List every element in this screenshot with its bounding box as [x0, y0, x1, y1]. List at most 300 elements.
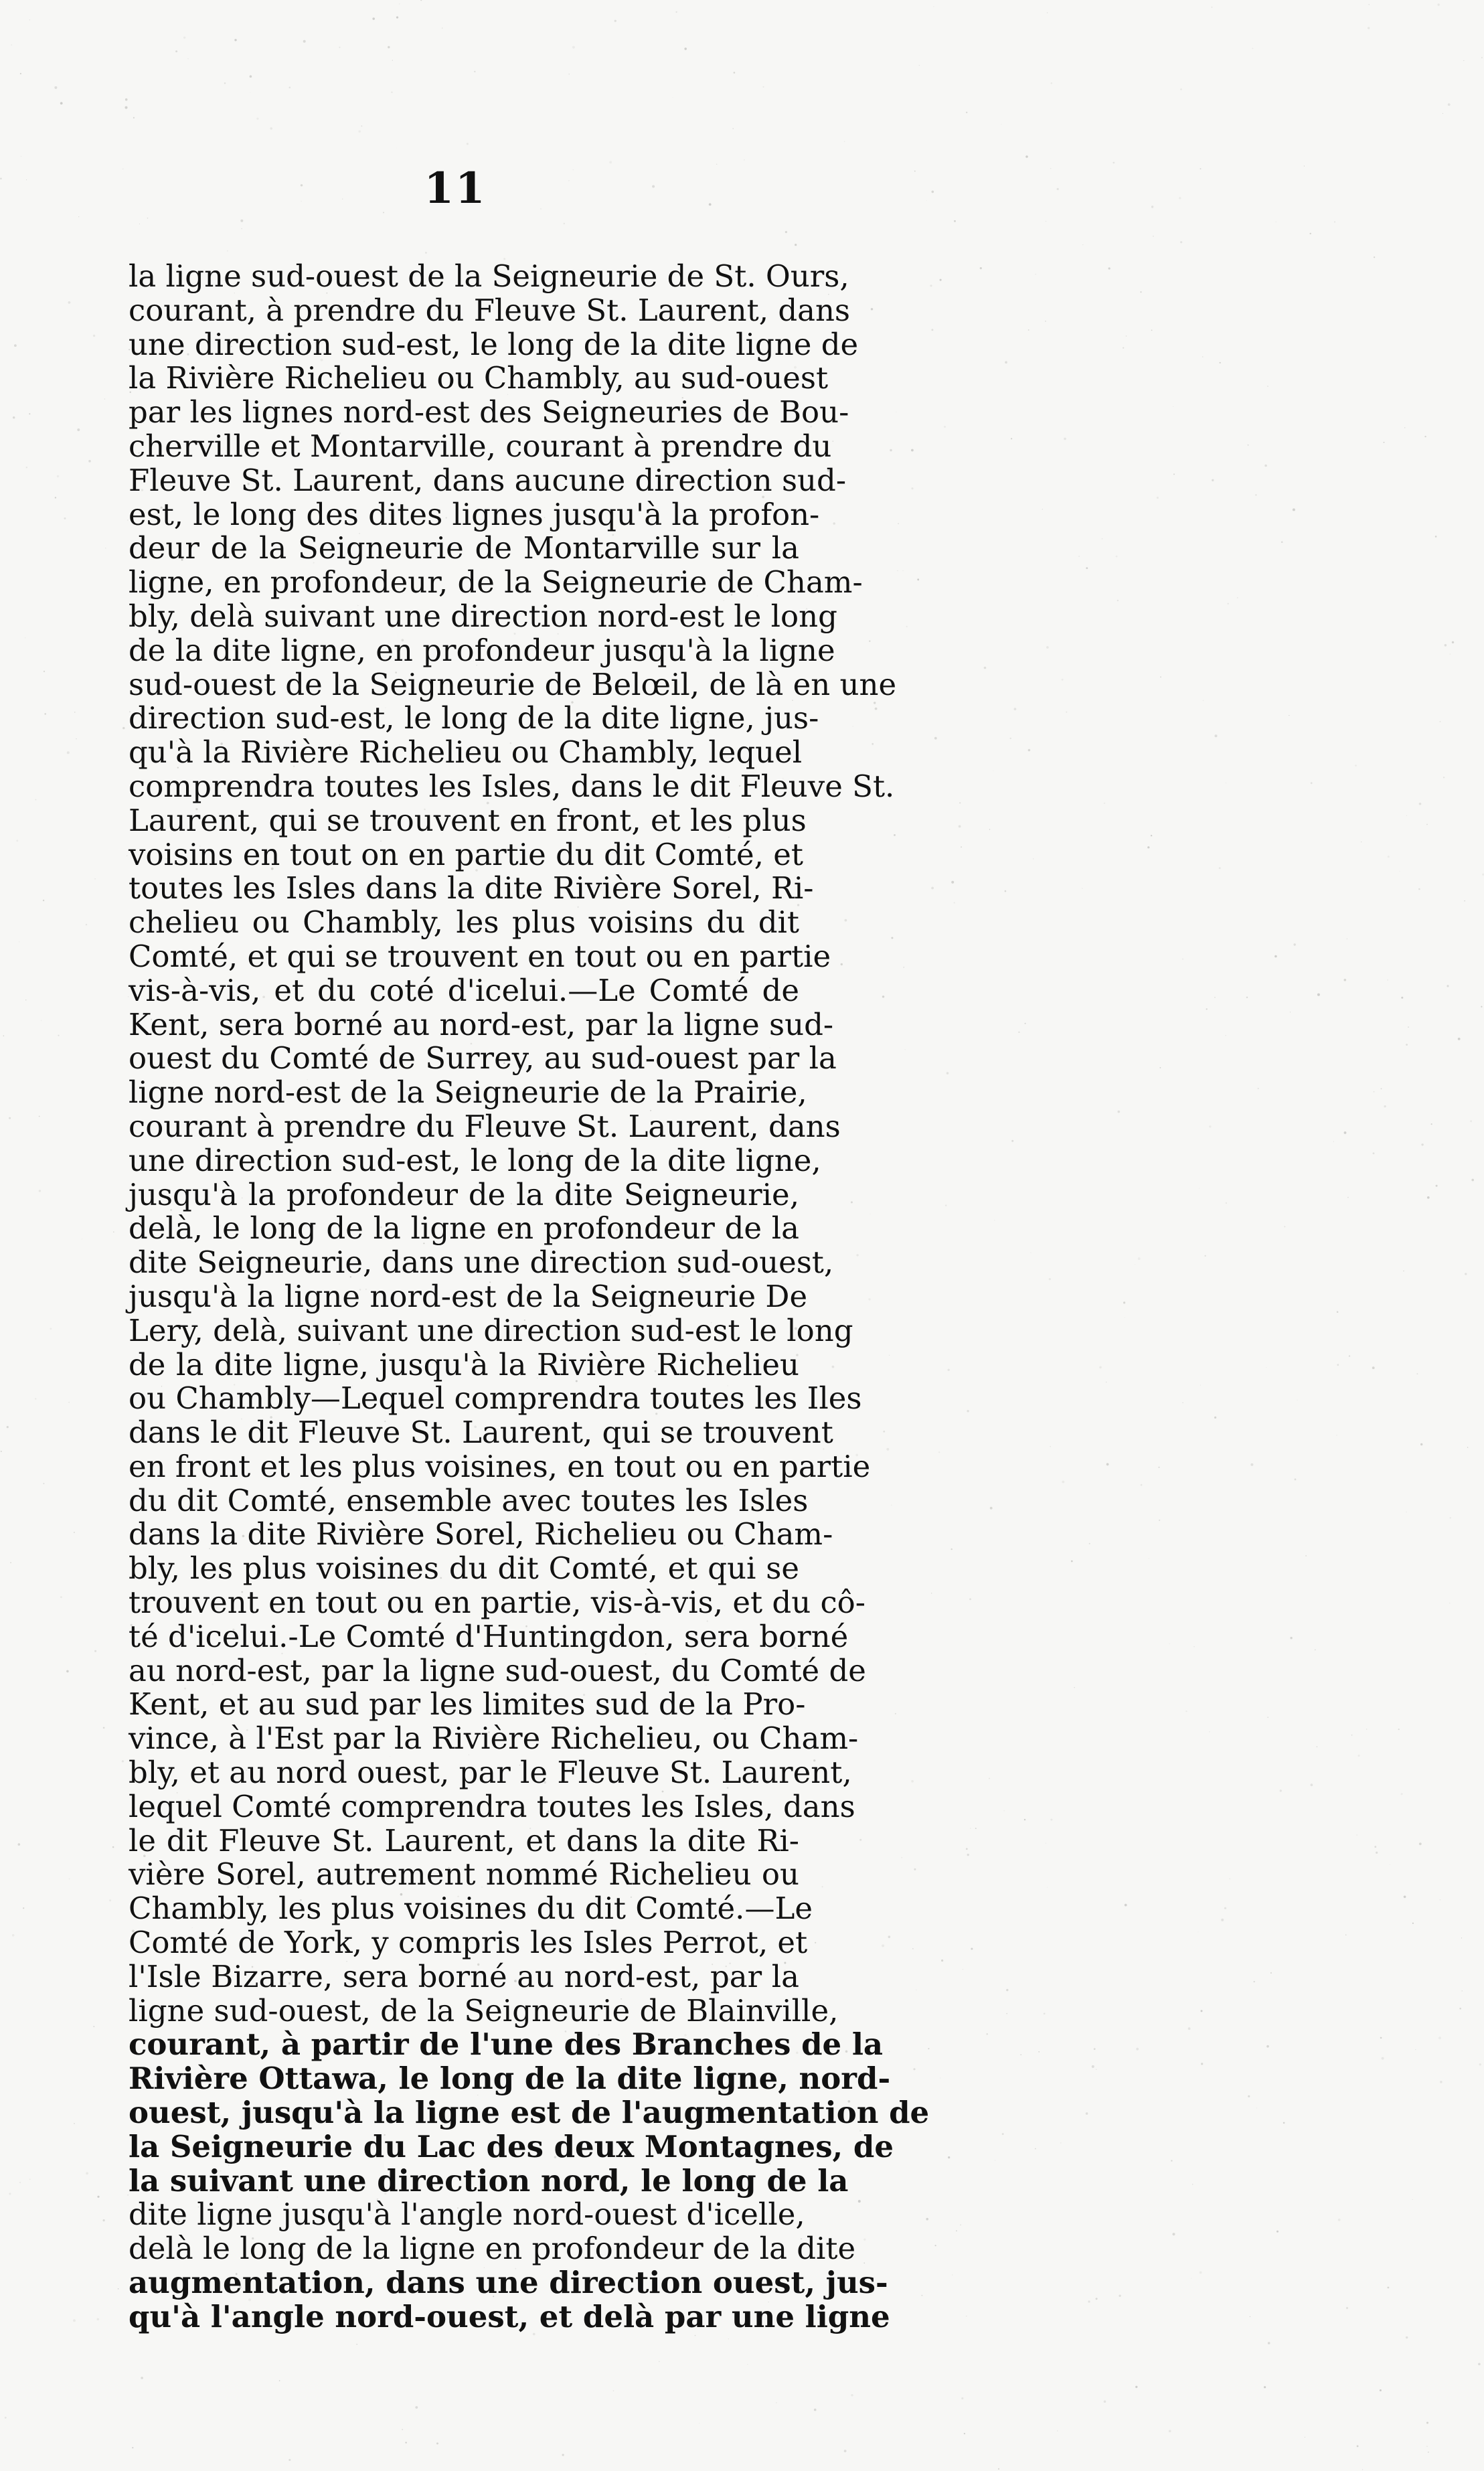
speckle-dot — [1106, 1382, 1107, 1383]
speckle-dot — [763, 86, 764, 88]
speckle-dot — [240, 220, 243, 222]
speckle-dot — [1220, 362, 1221, 364]
speckle-dot — [467, 143, 469, 145]
speckle-dot — [889, 2051, 890, 2052]
speckle-dot — [1284, 1226, 1285, 1227]
speckle-dot — [894, 834, 896, 836]
speckle-dot — [1346, 2307, 1348, 2309]
speckle-dot — [1147, 846, 1149, 848]
speckle-dot — [1442, 113, 1443, 114]
speckle-dot — [971, 1948, 973, 1950]
speckle-dot — [1179, 197, 1181, 199]
speckle-dot — [886, 1448, 889, 1451]
speckle-dot — [1349, 1355, 1350, 1356]
speckle-dot — [1074, 1687, 1075, 1688]
speckle-dot — [1421, 1143, 1423, 1145]
speckle-dot — [122, 727, 125, 729]
speckle-dot — [917, 578, 919, 580]
speckle-dot — [93, 335, 95, 337]
speckle-dot — [969, 1598, 971, 1600]
speckle-dot — [967, 1854, 969, 1856]
speckle-dot — [944, 426, 946, 428]
speckle-dot — [256, 118, 258, 120]
speckle-dot — [1419, 803, 1422, 805]
speckle-dot — [954, 220, 956, 222]
speckle-dot — [1047, 1887, 1048, 1888]
speckle-dot — [1283, 2122, 1285, 2124]
text-line: par les lignes nord-est des Seigneuries de Bou- — [129, 394, 849, 430]
speckle-dot — [1438, 3, 1440, 5]
speckle-dot — [60, 102, 63, 104]
speckle-dot — [906, 626, 907, 627]
speckle-dot — [961, 2397, 963, 2399]
speckle-dot — [1445, 644, 1447, 647]
speckle-dot — [1440, 2081, 1442, 2083]
speckle-dot — [675, 11, 677, 13]
text-line: en front et les plus voisines, en tout ou en partie — [129, 1448, 871, 1484]
speckle-dot — [1160, 1067, 1161, 1068]
speckle-dot — [1267, 1717, 1268, 1718]
speckle-dot — [1356, 1834, 1357, 1836]
speckle-dot — [1050, 1446, 1051, 1447]
text-line: une direction sud-est, le long de la dite ligne, — [129, 1142, 821, 1178]
speckle-dot — [1092, 2065, 1094, 2068]
speckle-dot — [109, 1899, 111, 1901]
speckle-dot — [25, 637, 26, 639]
speckle-dot — [1412, 1923, 1414, 1924]
speckle-dot — [68, 1402, 70, 1403]
text-line: jusqu'à la ligne nord-est de la Seigneurie De — [129, 1278, 808, 1314]
speckle-dot — [94, 878, 96, 880]
speckle-dot — [1374, 256, 1375, 258]
text-line: comprendra toutes les Isles, dans le dit Fleuve St. — [129, 768, 895, 804]
speckle-dot — [1406, 815, 1407, 816]
speckle-dot — [1180, 88, 1182, 90]
speckle-dot — [1051, 82, 1053, 84]
speckle-dot — [1062, 1481, 1064, 1484]
speckle-dot — [1033, 858, 1034, 859]
speckle-dot — [930, 285, 932, 287]
speckle-dot — [897, 570, 898, 572]
speckle-dot — [684, 48, 687, 50]
speckle-dot — [941, 1960, 943, 1962]
speckle-dot — [1461, 1937, 1462, 1938]
speckle-dot — [1064, 438, 1066, 441]
speckle-dot — [1001, 124, 1002, 125]
speckle-dot — [776, 2402, 777, 2403]
speckle-dot — [122, 1760, 124, 1762]
speckle-dot — [54, 86, 57, 89]
speckle-dot — [1011, 438, 1012, 439]
speckle-dot — [399, 3, 400, 4]
speckle-dot — [391, 92, 393, 94]
speckle-dot — [1471, 1179, 1474, 1182]
speckle-dot — [815, 1942, 816, 1943]
text-line: chelieu ou Chambly, les plus voisins du dit — [129, 904, 799, 941]
speckle-dot — [1344, 1131, 1347, 1134]
speckle-dot — [695, 2335, 696, 2336]
speckle-dot — [14, 344, 17, 347]
speckle-dot — [1182, 1403, 1183, 1404]
speckle-dot — [716, 164, 717, 165]
text-line: vis-à-vis, et du coté d'icelui.—Le Comté de — [129, 972, 799, 1008]
speckle-dot — [1088, 2300, 1090, 2302]
speckle-dot — [832, 1366, 835, 1368]
speckle-dot — [88, 460, 91, 463]
speckle-dot — [1274, 955, 1277, 958]
speckle-dot — [747, 2364, 748, 2365]
speckle-dot — [392, 60, 393, 61]
speckle-dot — [901, 1857, 902, 1858]
speckle-dot — [905, 1049, 906, 1050]
speckle-dot — [1426, 824, 1428, 825]
text-line: jusqu'à la profondeur de la dite Seigneurie, — [129, 1176, 799, 1212]
text-line: qu'à l'angle nord-ouest, et delà par une ligne — [129, 2298, 890, 2334]
speckle-dot — [43, 1483, 44, 1484]
speckle-dot — [383, 212, 384, 214]
speckle-dot — [1381, 1088, 1382, 1089]
speckle-dot — [1372, 1366, 1375, 1369]
speckle-dot — [1478, 2363, 1481, 2366]
speckle-dot — [1066, 712, 1067, 713]
speckle-dot — [125, 98, 128, 101]
speckle-dot — [103, 1727, 105, 1729]
speckle-dot — [888, 1935, 891, 1938]
speckle-dot — [1201, 2063, 1203, 2065]
speckle-dot — [572, 46, 575, 49]
speckle-dot — [1125, 1904, 1127, 1907]
speckle-dot — [1057, 2430, 1058, 2431]
speckle-dot — [1362, 2469, 1363, 2470]
speckle-dot — [1209, 1731, 1210, 1732]
speckle-dot — [1123, 1301, 1125, 1303]
speckle-dot — [959, 825, 961, 828]
speckle-dot — [1078, 556, 1080, 557]
speckle-dot — [1082, 244, 1083, 245]
speckle-dot — [1311, 1783, 1313, 1786]
speckle-dot — [1112, 162, 1115, 164]
speckle-dot — [1135, 2386, 1137, 2388]
speckle-dot — [912, 1948, 914, 1949]
speckle-dot — [474, 71, 475, 72]
speckle-dot — [871, 308, 873, 310]
speckle-dot — [118, 2288, 119, 2290]
speckle-dot — [1089, 1543, 1090, 1544]
text-line: delà le long de la ligne en profondeur de la dite — [129, 2231, 856, 2267]
speckle-dot — [125, 106, 128, 109]
speckle-dot — [1035, 274, 1036, 275]
text-line: dans la dite Rivière Sorel, Richelieu ou Cham- — [129, 1516, 833, 1552]
text-line: voisins en tout on en partie du dit Comté, et — [129, 836, 803, 872]
speckle-dot — [1035, 2148, 1036, 2150]
speckle-dot — [1006, 1989, 1008, 1991]
speckle-dot — [1358, 1755, 1360, 1757]
page-number: 11 — [424, 163, 487, 214]
speckle-dot — [12, 1934, 15, 1937]
speckle-dot — [1025, 1023, 1026, 1024]
speckle-dot — [911, 449, 914, 452]
speckle-dot — [844, 141, 845, 142]
text-line: Laurent, qui se trouvent en front, et les plus — [129, 802, 807, 838]
speckle-dot — [938, 1451, 940, 1453]
speckle-dot — [1464, 900, 1465, 901]
speckle-dot — [1294, 943, 1296, 945]
text-line: ligne nord-est de la Seigneurie de la Prairie, — [129, 1074, 807, 1111]
speckle-dot — [1418, 888, 1420, 890]
speckle-dot — [1047, 12, 1048, 13]
speckle-dot — [895, 1713, 896, 1715]
speckle-dot — [250, 75, 252, 78]
text-line: té d'icelui.-Le Comté d'Huntingdon, sera borné — [129, 1618, 849, 1654]
speckle-dot — [1044, 2013, 1046, 2015]
speckle-dot — [1447, 985, 1449, 987]
speckle-dot — [934, 737, 937, 740]
text-line: cherville et Montarville, courant à prendre du — [129, 428, 832, 464]
speckle-dot — [903, 967, 904, 968]
speckle-dot — [5, 2417, 7, 2419]
speckle-dot — [1406, 1044, 1408, 1046]
text-line: Fleuve St. Laurent, dans aucune direction sud- — [129, 462, 847, 498]
speckle-dot — [358, 131, 361, 133]
speckle-dot — [1246, 997, 1248, 998]
text-line: qu'à la Rivière Richelieu ou Chambly, lequel — [129, 734, 803, 771]
speckle-dot — [20, 73, 21, 74]
speckle-dot — [1049, 1278, 1051, 1280]
speckle-dot — [1200, 2271, 1202, 2274]
speckle-dot — [1169, 2430, 1171, 2433]
speckle-dot — [1267, 386, 1268, 387]
speckle-dot — [990, 1507, 993, 1510]
speckle-dot — [1373, 1152, 1375, 1154]
speckle-dot — [935, 2245, 936, 2246]
speckle-dot — [103, 2219, 105, 2221]
speckle-dot — [1380, 2389, 1382, 2391]
speckle-dot — [1180, 241, 1182, 243]
speckle-dot — [1199, 1188, 1200, 1189]
speckle-dot — [1408, 1026, 1409, 1028]
speckle-dot — [883, 1431, 885, 1433]
speckle-dot — [1252, 48, 1254, 49]
speckle-dot — [613, 2390, 614, 2391]
speckle-dot — [1428, 2452, 1429, 2453]
speckle-dot — [1406, 2336, 1408, 2338]
speckle-dot — [1467, 1447, 1469, 1448]
speckle-dot — [970, 1828, 971, 1829]
text-line: courant, à prendre du Fleuve St. Laurent, dans — [129, 292, 851, 328]
speckle-dot — [914, 171, 916, 172]
speckle-dot — [1398, 1729, 1400, 1730]
speckle-dot — [1256, 2107, 1257, 2108]
speckle-dot — [959, 802, 961, 803]
speckle-dot — [41, 1020, 42, 1021]
speckle-dot — [872, 743, 874, 745]
speckle-dot — [1449, 1603, 1451, 1604]
text-line: Lery, delà, suivant une direction sud-est le long — [129, 1312, 853, 1348]
speckle-dot — [1237, 597, 1238, 599]
speckle-dot — [66, 1670, 69, 1673]
speckle-dot — [1337, 1364, 1339, 1366]
text-line: la Rivière Richelieu ou Chambly, au sud-ouest — [129, 360, 829, 396]
speckle-dot — [35, 799, 36, 801]
text-line: le dit Fleuve St. Laurent, et dans la dite Ri- — [129, 1822, 799, 1858]
text-line: vière Sorel, autrement nommé Richelieu ou — [129, 1856, 799, 1893]
speckle-dot — [1219, 867, 1221, 869]
speckle-dot — [1141, 1484, 1143, 1486]
speckle-dot — [609, 161, 612, 163]
text-line: dite ligne jusqu'à l'angle nord-ouest d'icelle, — [129, 2197, 805, 2233]
speckle-dot — [998, 2468, 999, 2470]
speckle-dot — [1404, 1896, 1406, 1899]
speckle-dot — [1205, 1255, 1206, 1257]
speckle-dot — [967, 1410, 969, 1412]
speckle-dot — [1290, 1637, 1292, 1639]
speckle-dot — [97, 2318, 100, 2321]
speckle-dot — [57, 475, 59, 477]
speckle-dot — [1424, 436, 1426, 437]
speckle-dot — [890, 449, 892, 451]
speckle-dot — [436, 2442, 438, 2444]
speckle-dot — [844, 2450, 847, 2452]
speckle-dot — [39, 1116, 40, 1117]
speckle-dot — [1281, 541, 1283, 543]
speckle-dot — [1295, 1478, 1297, 1480]
speckle-dot — [1412, 2099, 1413, 2100]
speckle-dot — [1096, 2298, 1098, 2300]
text-line: direction sud-est, le long de la dite ligne, jus- — [129, 700, 819, 736]
speckle-dot — [902, 570, 904, 572]
speckle-dot — [951, 1548, 953, 1550]
speckle-dot — [1119, 2295, 1121, 2297]
speckle-dot — [1333, 1141, 1334, 1142]
speckle-dot — [1465, 1273, 1467, 1275]
text-line: lequel Comté comprendra toutes les Isles, dans — [129, 1788, 855, 1824]
speckle-dot — [1280, 1789, 1282, 1791]
speckle-dot — [1228, 603, 1229, 605]
speckle-dot — [133, 117, 135, 118]
speckle-dot — [898, 523, 899, 524]
speckle-dot — [1305, 1555, 1307, 1557]
body-text-column — [129, 258, 930, 2334]
speckle-dot — [1062, 679, 1064, 681]
speckle-dot — [1050, 168, 1052, 169]
speckle-dot — [1173, 473, 1175, 475]
speckle-dot — [891, 1505, 892, 1506]
speckle-dot — [16, 840, 18, 842]
speckle-dot — [1270, 1972, 1272, 1974]
speckle-dot — [841, 963, 843, 965]
text-line: trouvent en tout ou en partie, vis-à-vis, et du cô- — [129, 1585, 865, 1621]
speckle-dot — [1276, 2231, 1279, 2233]
speckle-dot — [926, 2218, 928, 2221]
text-line: Chambly, les plus voisines du dit Comté.—Le — [129, 1891, 813, 1927]
speckle-dot — [1025, 155, 1028, 158]
speckle-dot — [1159, 1520, 1160, 1521]
speckle-dot — [919, 65, 920, 66]
text-line: courant, à partir de l'une des Branches de la — [129, 2026, 884, 2063]
speckle-dot — [1254, 1981, 1255, 1982]
speckle-dot — [43, 900, 44, 901]
text-line: la Seigneurie du Lac des deux Montagnes, de — [129, 2128, 894, 2164]
speckle-dot — [1459, 2008, 1461, 2010]
speckle-dot — [1018, 1032, 1019, 1033]
speckle-dot — [1123, 347, 1124, 349]
speckle-dot — [984, 667, 987, 669]
speckle-dot — [396, 148, 397, 149]
speckle-dot — [1171, 2160, 1172, 2161]
speckle-dot — [1106, 1463, 1109, 1465]
speckle-dot — [1338, 2219, 1341, 2221]
speckle-dot — [1198, 1931, 1199, 1932]
speckle-dot — [1086, 2112, 1088, 2115]
speckle-dot — [931, 887, 934, 890]
speckle-dot — [1440, 721, 1441, 722]
speckle-dot — [1479, 2063, 1481, 2065]
speckle-dot — [1206, 1008, 1208, 1010]
speckle-dot — [1024, 1819, 1025, 1820]
speckle-dot — [420, 0, 422, 1]
speckle-dot — [67, 751, 70, 754]
speckle-dot — [9, 1117, 11, 1119]
speckle-dot — [795, 244, 797, 246]
speckle-dot — [926, 200, 927, 201]
speckle-dot — [951, 881, 954, 884]
speckle-dot — [882, 1944, 884, 1947]
speckle-dot — [1317, 993, 1320, 996]
speckle-dot — [1002, 2133, 1004, 2135]
speckle-dot — [562, 2454, 564, 2456]
speckle-dot — [1050, 1819, 1052, 1821]
speckle-dot — [1420, 1443, 1422, 1445]
speckle-dot — [1470, 1120, 1472, 1122]
speckle-dot — [1255, 494, 1256, 495]
speckle-dot — [1463, 60, 1464, 61]
text-line: delà, le long de la ligne en profondeur de la — [129, 1210, 799, 1247]
speckle-dot — [1311, 782, 1313, 784]
text-line: augmentation, dans une direction ouest, jus- — [129, 2265, 888, 2301]
text-line: dans le dit Fleuve St. Laurent, qui se trouvent — [129, 1415, 833, 1451]
text-line: ligne, en profondeur, de la Seigneurie de Cham- — [129, 564, 863, 601]
speckle-dot — [891, 937, 893, 939]
speckle-dot — [1416, 1373, 1418, 1374]
speckle-dot — [1310, 233, 1311, 234]
speckle-dot — [1450, 654, 1451, 655]
speckle-dot — [1297, 1400, 1298, 1401]
speckle-dot — [7, 1426, 9, 1428]
speckle-dot — [1384, 442, 1385, 443]
speckle-dot — [1071, 1561, 1073, 1563]
speckle-dot — [911, 487, 913, 489]
speckle-dot — [1337, 1311, 1339, 1313]
speckle-dot — [851, 1201, 853, 1203]
text-line: Rivière Ottawa, le long de la dite ligne, nord- — [129, 2061, 891, 2097]
speckle-dot — [77, 428, 80, 431]
text-line: vince, à l'Est par la Rivière Richelieu, ou Cham- — [129, 1721, 859, 1757]
speckle-dot — [945, 1204, 946, 1206]
speckle-dot — [1458, 1038, 1461, 1040]
speckle-dot — [1462, 1990, 1463, 1991]
speckle-dot — [94, 2026, 95, 2027]
speckle-dot — [1399, 871, 1400, 872]
speckle-dot — [1028, 329, 1029, 331]
speckle-dot — [928, 2048, 929, 2049]
speckle-dot — [388, 46, 390, 48]
speckle-dot — [1005, 361, 1007, 364]
speckle-dot — [845, 919, 847, 922]
text-line: Comté, et qui se trouvent en tout ou en partie — [129, 938, 831, 974]
text-line: bly, les plus voisines du dit Comté, et qui se — [129, 1550, 799, 1587]
speckle-dot — [1, 1451, 2, 1452]
speckle-dot — [1173, 2233, 1175, 2235]
